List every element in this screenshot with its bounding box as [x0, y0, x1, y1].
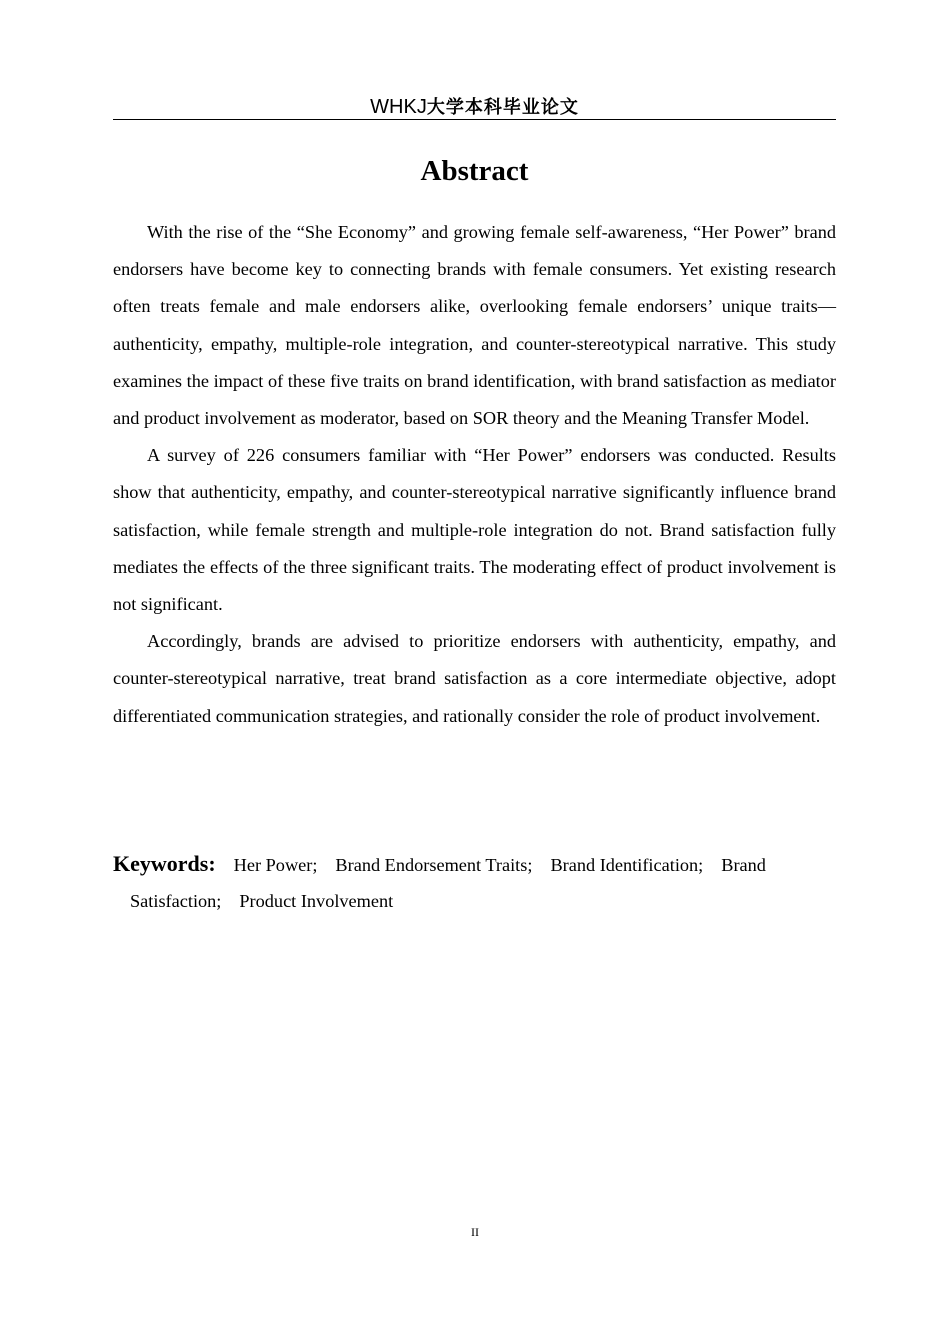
header-rule [113, 119, 836, 120]
abstract-paragraph-1: With the rise of the “She Economy” and growing female self-awareness, “Her Power” brand endorsers have become key to connecting brands with female consumers. Yet existing research often treats female and male endorsers alike, overlooking female endorsers’ unique traits—authenticity, empathy, multiple-role integration, and counter-stereotypical narrative. This study examines the impact of these five traits on brand identification, with brand satisfaction as mediator and product involvement as moderator, based on SOR theory and the Meaning Transfer Model. [113, 222, 836, 429]
keyword-item: Brand Identification; [550, 855, 704, 875]
keyword-item-part-1: Brand [721, 855, 766, 875]
keyword-item: Product Involvement [239, 891, 394, 911]
abstract-paragraph-2: A survey of 226 consumers familiar with “Her Power” endorsers was conducted. Results show that authenticity, empathy, and counter-stereotypical narrative significantly influence brand satisfaction, while female strength and multiple-role integration do not. Brand satisfaction fully mediates the effects of the three significant traits. The moderating effect of product involvement is not significant. [113, 445, 836, 615]
keyword-item: Brand Endorsement Traits; [335, 855, 533, 875]
abstract-body [113, 214, 836, 735]
keyword-item-part-2: Satisfaction; [130, 891, 222, 911]
keywords-label: Keywords: [113, 851, 216, 876]
page-title: Abstract [420, 155, 529, 187]
header-latin: WHKJ [370, 96, 427, 118]
running-header [113, 94, 836, 121]
page-number: II [471, 1225, 479, 1239]
keywords-line-2 [113, 883, 813, 919]
abstract-paragraph-3: Accordingly, brands are advised to prioritize endorsers with authenticity, empathy, and counter-stereotypical narrative, treat brand satisfaction as a core intermediate objective, adopt differentiated communication strategies, and rationally consider the role of product involvement. [113, 631, 836, 726]
keyword-item: Her Power; [233, 855, 318, 875]
keywords-block [113, 846, 813, 919]
header-cjk: 大学本科毕业论文 [426, 97, 579, 118]
keywords-line-1 [113, 846, 813, 883]
